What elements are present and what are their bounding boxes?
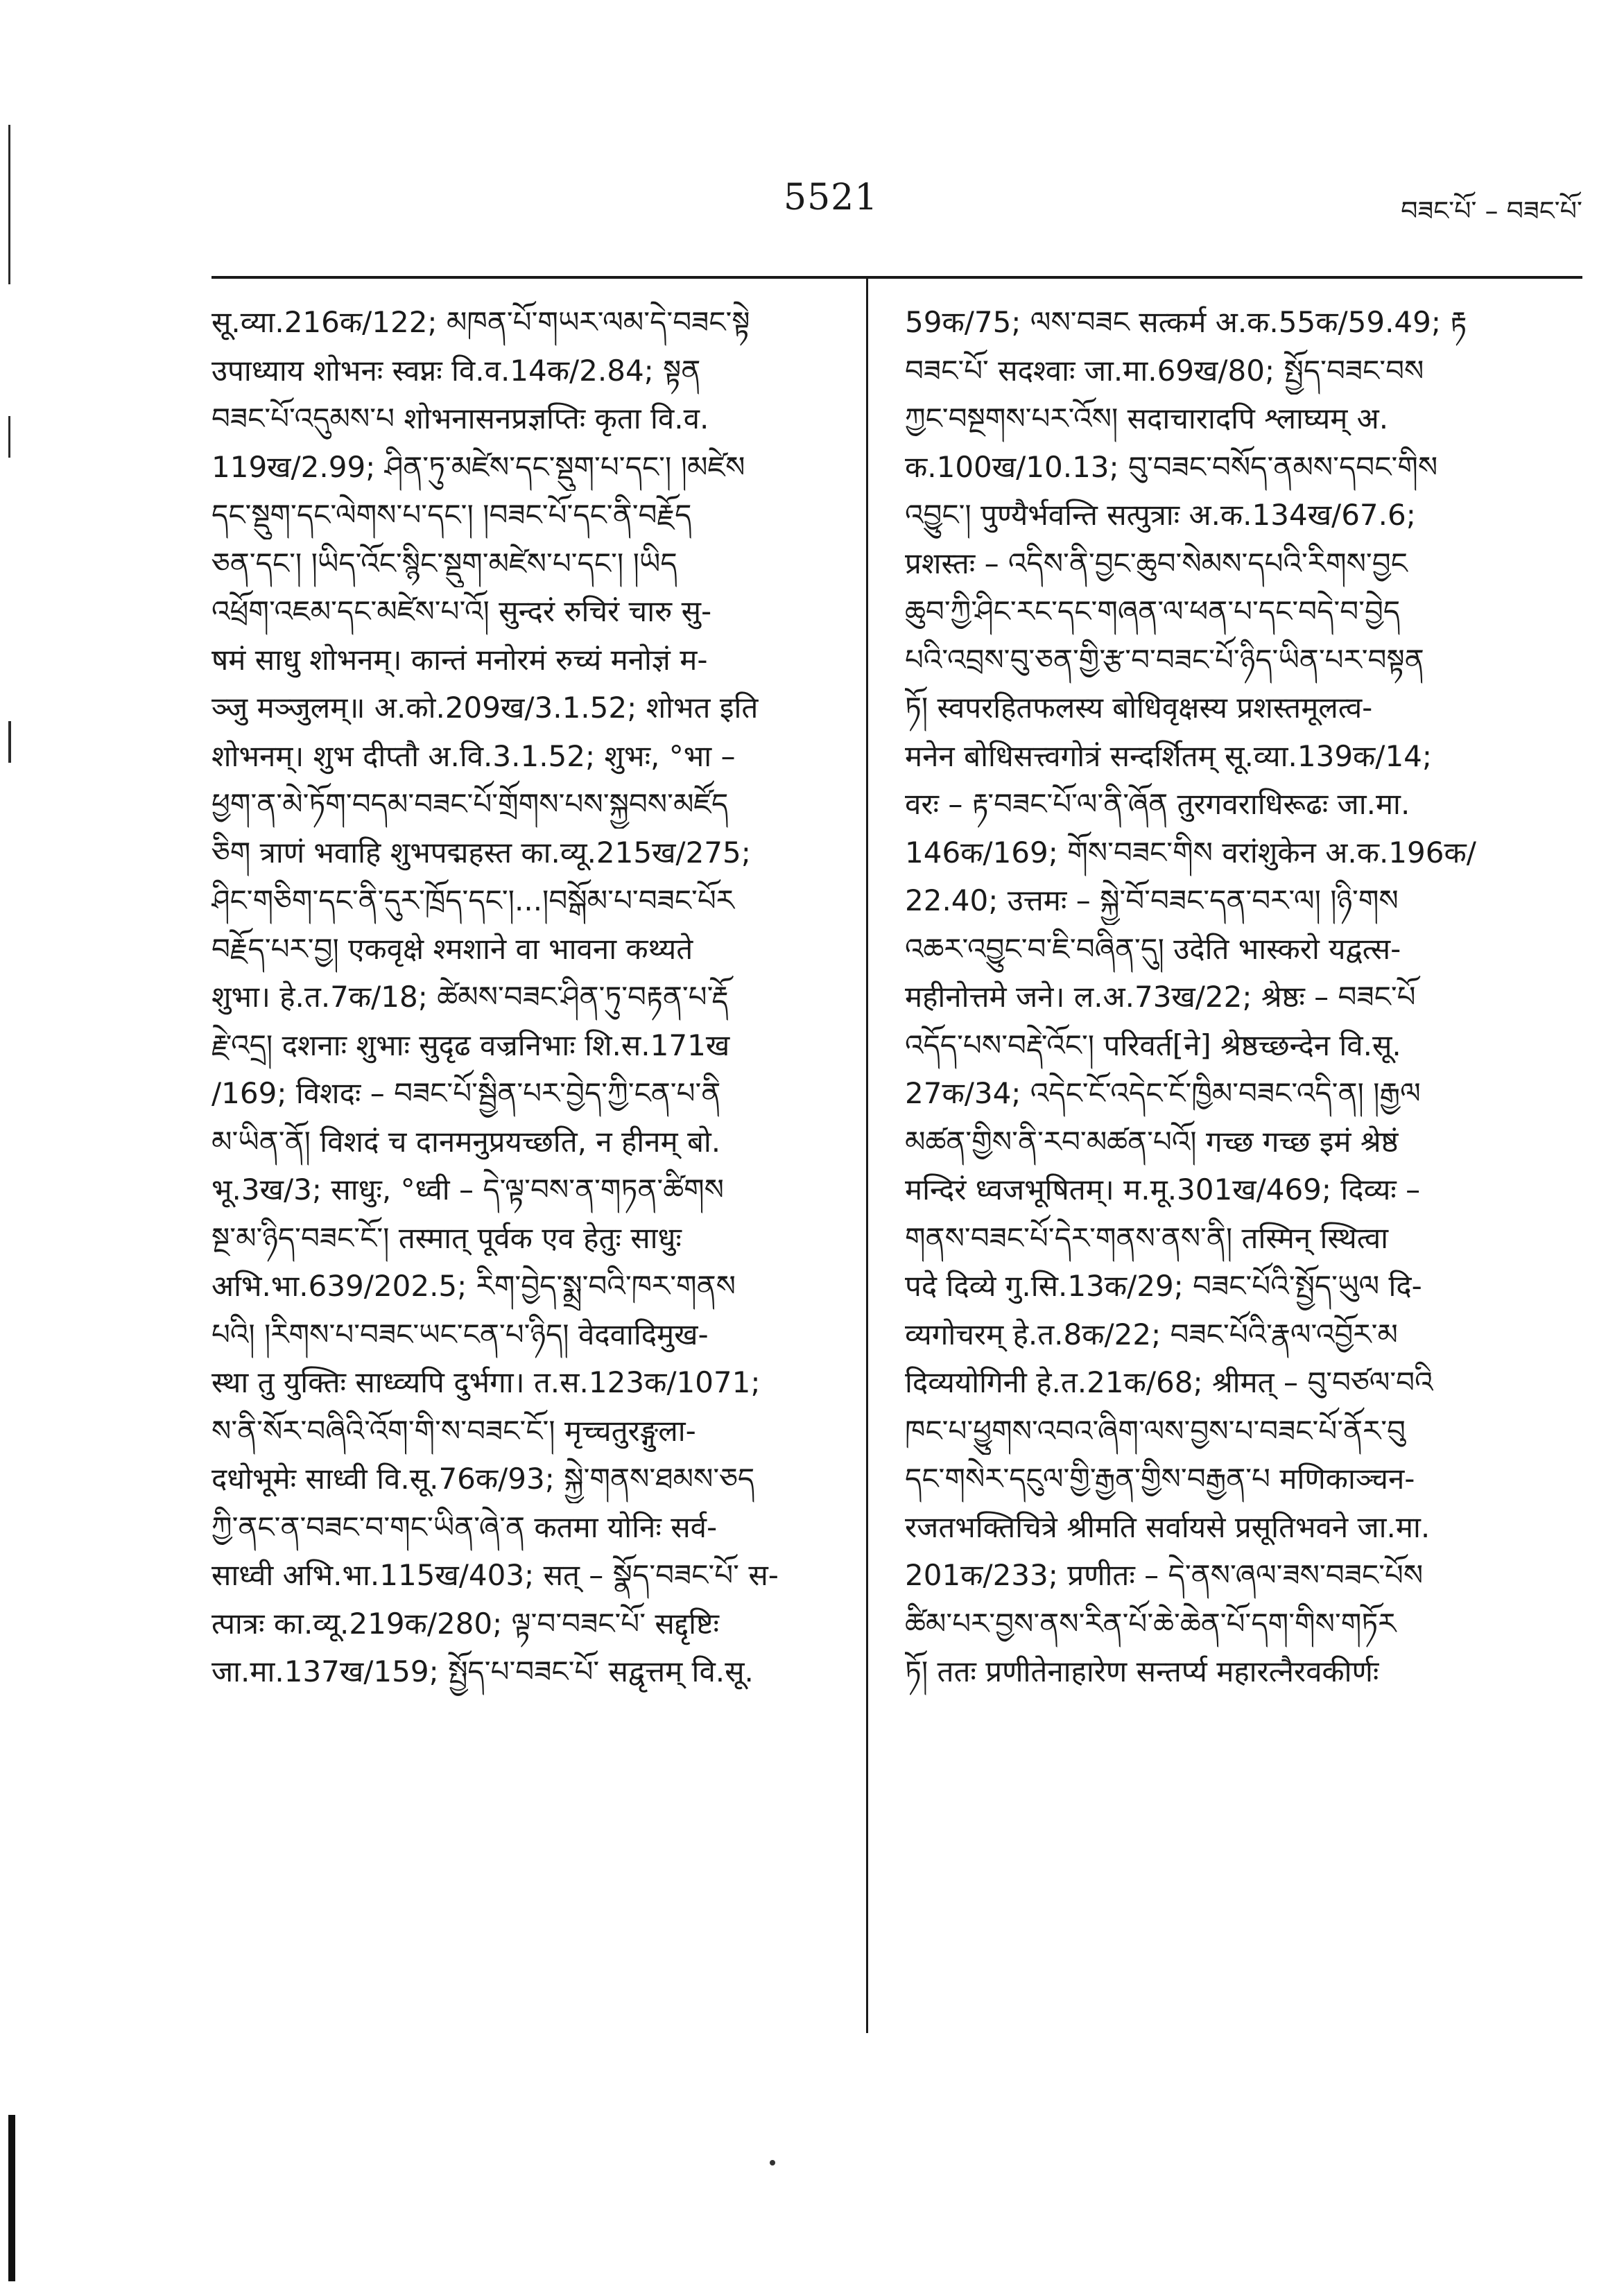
- text-line: ཏོ། ततः प्रणीतेनाहारेण सन्तर्प्य महारत्नैरवकीर्णः: [905, 1654, 1379, 1688]
- text-line: षमं साधु शोभनम्। कान्तं मनोरमं रुच्यं मनोज्ञं म-: [211, 642, 708, 677]
- header-rule: [211, 276, 1582, 279]
- text-line: पदे दिव्ये गु.सि.13क/29; བཟང་པོའི་སྤྱོད་ཡུལ दि-: [905, 1269, 1422, 1303]
- text-line: འཕྲོག་འཇམ་དང་མཛེས་པ་འོ། सुन्दरं रुचिरं चारु सु-: [211, 594, 712, 628]
- text-line: ཁང་པ་ཕྱུགས་འབའ་ཞིག་ལས་བྱས་པ་བཟང་པོ་ནོར་བུ: [905, 1413, 1406, 1448]
- text-line: ཚིམ་པར་བྱས་ནས་རིན་པོ་ཆེ་ཆེན་པོ་དག་གིས་གཏོར: [905, 1606, 1397, 1641]
- text-line: उपाध्याय शोभनः स्वप्नः वि.व.14क/2.84; སྟན: [211, 353, 701, 388]
- text-line: ཅན་དང་། །ཡིད་འོང་སྙིང་སྡུག་མཛེས་པ་དང་། །ཡིད: [211, 546, 677, 580]
- text-line: 119ख/2.99; ཤིན་ཏུ་མཛེས་དང་སྡུག་པ་དང་། །མཛེས: [211, 449, 745, 484]
- text-line: दधोभूमेः साध्वी वि.सू.76क/93; སྐྱེ་གནས་ཐམས་ཅད: [211, 1462, 755, 1496]
- text-line: ཕྱག་ན་མེ་ཏོག་བདམ་བཟང་པོ་གྲོགས་པས་སྐྱབས་མཛོད: [211, 787, 729, 821]
- text-line: वरः – རྟ་བཟང་པོ་ལ་ནི་ཞོན तुरगवराधिरूढः जा.मा.: [905, 787, 1410, 821]
- text-line: 146क/169; གོས་བཟང་གིས वरांशुकेन अ.क.196क/: [905, 835, 1476, 870]
- text-line: ञ्जु मञ्जुलम्॥ अ.को.209ख/3.1.52; शोभत इति: [211, 691, 759, 725]
- text-line: शोभनम्। शुभ दीप्तौ अ.वि.3.1.52; शुभः, °भा –: [211, 738, 736, 773]
- text-line: जा.मा.137ख/159; སྤྱོད་པ་བཟང་པོ་ सद्वृत्तम् वि.सू.: [211, 1654, 754, 1688]
- text-line: 22.40; उत्तमः – སྐྱེ་བོ་བཟང་དན་བར་ལ། །ཉི་གས: [905, 883, 1399, 917]
- text-line: བརྗོད་པར་བྱ། एकवृक्षे श्मशाने वा भावना कथ्यते: [211, 931, 693, 966]
- text-line: རྗེ་འདྲ། दशनाः शुभाः सुदृढ वज्रनिभाः शि.स.171ख: [211, 1028, 730, 1062]
- text-line: ཏོ། स्वपरहितफलस्य बोधिवृक्षस्य प्रशस्तमूलत्व-: [905, 691, 1373, 725]
- binding-edge-mark: [8, 721, 11, 763]
- text-line: प्रशस्तः – འདིས་ནི་བྱང་ཆུབ་སེམས་དཔའི་རིགས་བྱང: [905, 546, 1408, 580]
- text-line: व्यगोचरम् हे.त.8क/22; བཟང་པོའི་རྣལ་འབྱོར་མ: [905, 1317, 1398, 1351]
- text-line: साध्वी अभि.भा.115ख/403; सत् – སྣོད་བཟང་པོ་ स-: [211, 1558, 779, 1592]
- paper-speck: [770, 2160, 775, 2166]
- text-line: པའི་འབྲས་བུ་ཅན་གྱི་རྩ་བ་བཟང་པོ་ཉིད་ཡིན་པར་བསྟན: [905, 642, 1424, 677]
- text-line: त्पात्रः का.व्यू.219क/280; ལྟ་བ་བཟང་པོ་ सद्दृष्टिः: [211, 1606, 720, 1641]
- text-line: ཀྱི་ནང་ན་བཟང་བ་གང་ཡིན་ཞེ་ན कतमा योनिः सर्व-: [211, 1510, 718, 1544]
- text-line: ཤིང་གཅིག་དང་ནི་དུར་ཁྲོད་དང་།...།བསྒོམ་པ་བཟང་པོར: [211, 883, 734, 917]
- text-line: དང་གསེར་དངུལ་གྱི་རྒྱན་གྱིས་བརྒྱན་པ मणिकाञ्चन-: [905, 1462, 1415, 1496]
- text-line: ཀྱང་བསྔགས་པར་འོས། सदाचारादपि श्लाघ्यम् अ.: [905, 401, 1389, 435]
- text-line: 27क/34; འདེང་ངོ་འདེང་ངོ་ཁྱིམ་བཟང་འདི་ན། །རྒྱལ: [905, 1076, 1421, 1110]
- text-line: བཟང་པོ་ सदश्वाः जा.मा.69ख/80; སྤྱོད་བཟང་བས: [905, 353, 1424, 388]
- text-line: མ་ཡིན་ནོ། विशदं च दानमनुप्रयच्छति, न हीनम् बो.: [211, 1124, 721, 1159]
- text-line: सू.व्या.216क/122; མཁན་པོ་གཡར་ལམ་དེ་བཟང་སྟེ: [211, 305, 750, 339]
- text-line: महीनोत्तमे जने। ल.अ.73ख/22; श्रेष्ठः – བཟང་པོ: [905, 980, 1416, 1014]
- text-line: दिव्ययोगिनी हे.त.21क/68; श्रीमत् – བུ་བཙལ་བའི: [905, 1365, 1433, 1399]
- text-line: འབྱུང་། पुण्यैर्भवन्ति सत्पुत्राः अ.क.134ख/67.6;: [905, 498, 1416, 532]
- text-line: 201क/233; प्रणीतः – དེ་ནས་ཞལ་ཟས་བཟང་པོས: [905, 1558, 1424, 1592]
- text-line: क.100ख/10.13; བུ་བཟང་བསོད་ནམས་དབང་གིས: [905, 449, 1438, 484]
- running-head: བཟང་པོ་ – བཟང་པོ་: [1401, 196, 1582, 226]
- text-line: अभि.भा.639/202.5; རིག་བྱེད་སྨྲ་བའི་ཁར་གནས: [211, 1269, 736, 1303]
- text-line: བཟང་པོ་འདུམས་པ शोभनासनप्रज्ञप्तिः कृता वि.व.: [211, 401, 709, 435]
- text-line: स्था तु युक्तिः साध्व्यपि दुर्भगा। त.स.123क/1071;: [211, 1365, 761, 1399]
- text-line: འཆར་འབྱུང་བ་ཇི་བཞིན་དུ། उदेति भास्करो यद्वत्स-: [905, 931, 1401, 966]
- text-line: གནས་བཟང་པོ་དེར་གནས་ནས་ནི། तस्मिन् स्थित्वा: [905, 1220, 1389, 1255]
- text-line: སྔ་མ་ཉིད་བཟང་ངོ་། तस्मात् पूर्वक एव हेतुः साधुः: [211, 1220, 682, 1255]
- text-line: शुभा। हे.त.7क/18; ཚེམས་བཟང་ཤིན་ཏུ་བརྟན་པ་རྡོ: [211, 980, 729, 1014]
- text-line: ཆུབ་ཀྱི་ཤིང་རང་དང་གཞན་ལ་ཕན་པ་དང་བདེ་བ་བྱེད: [905, 594, 1401, 628]
- column-divider: [866, 279, 868, 2033]
- binding-edge-shadow: [8, 2115, 15, 2281]
- text-line: मनेन बोधिसत्त्वगोत्रं सन्दर्शितम् सू.व्या.139क/14;: [905, 738, 1433, 773]
- text-line: /169; विशदः – བཟང་པོ་སྦྱིན་པར་བྱེད་ཀྱི་ངན་པ་ནི: [211, 1076, 721, 1110]
- text-line: དང་སྡུག་དང་ལེགས་པ་དང་། །བཟང་པོ་དང་ནི་བརྗོད: [211, 498, 692, 532]
- left-column: [211, 298, 836, 1696]
- right-column: [905, 298, 1550, 1696]
- text-line: མཚན་གྱིས་ནི་རབ་མཚན་པའོ། गच्छ गच्छ इमं श्रेष्ठं: [905, 1124, 1399, 1159]
- text-line: པའི། །རིགས་པ་བཟང་ཡང་ངན་པ་ཉིད། वेदवादिमुख-: [211, 1317, 709, 1351]
- text-line: 59क/75; ལས་བཟང सत्कर्म अ.क.55क/59.49; རྟ: [905, 305, 1467, 339]
- text-line: འདོད་པས་བརྡེ་འོང་། परिवर्त[ने] श्रेष्ठच्छन्देन वि.सू.: [905, 1028, 1401, 1062]
- binding-edge-mark: [8, 416, 10, 458]
- binding-edge-mark: [8, 125, 10, 284]
- text-line: रजतभक्तिचित्रे श्रीमति सर्वायसे प्रसूतिभवने जा.मा.: [905, 1510, 1431, 1544]
- text-line: मन्दिरं ध्वजभूषितम्। म.मू.301ख/469; दिव्यः –: [905, 1173, 1421, 1207]
- text-line: ས་ནི་སོར་བཞིའི་འོག་གི་ས་བཟང་ངོ་། मृच्चतुरङ्गुला-: [211, 1413, 696, 1448]
- page-number: 5521: [784, 177, 879, 218]
- text-line: ཅིག त्राणं भवाहि शुभपद्महस्त का.व्यू.215ख/275;: [211, 835, 751, 870]
- text-line: भू.3ख/3; साधुः, °ध्वी – དེ་ལྟ་བས་ན་གཏན་ཚིགས: [211, 1173, 725, 1207]
